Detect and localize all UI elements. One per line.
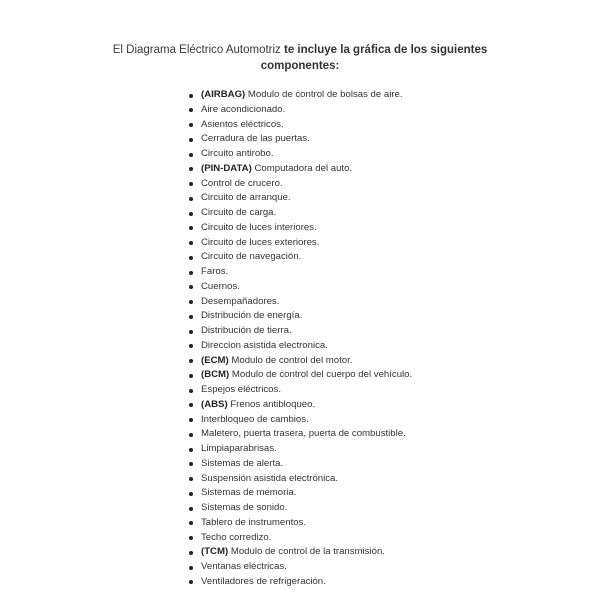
component-text: Cerradura de las puertas. — [201, 133, 310, 145]
list-item — [186, 250, 412, 265]
component-text: Asientos eléctricos. — [201, 118, 284, 130]
list-item — [186, 324, 412, 339]
component-text: Tablero de instrumentos. — [201, 516, 307, 528]
list-item — [186, 413, 412, 428]
component-list — [186, 88, 412, 590]
component-text: Cuernos. — [201, 280, 240, 292]
intro-strong-text: te incluye la gráfica de los siguientes — [284, 44, 488, 56]
list-item — [186, 280, 412, 295]
component-text: Control de crucero. — [201, 177, 283, 189]
list-item — [186, 560, 412, 575]
bullet-icon — [189, 477, 193, 481]
component-abbreviation: (TCM) — [201, 546, 229, 558]
bullet-icon — [189, 403, 193, 407]
component-text: Sistemas de memoria. — [201, 487, 297, 499]
list-item — [186, 354, 412, 369]
bullet-icon — [189, 285, 193, 289]
bullet-icon — [189, 167, 193, 171]
intro-line-2: componentes: — [260, 60, 340, 72]
bullet-icon — [189, 330, 193, 334]
component-text: Circuito de luces interiores. — [201, 221, 317, 233]
component-text: Desempañadores. — [201, 295, 280, 307]
bullet-icon — [189, 536, 193, 540]
bullet-icon — [189, 138, 193, 142]
bullet-icon — [189, 271, 193, 275]
list-item — [186, 398, 412, 413]
component-abbreviation: (ABS) — [201, 398, 228, 410]
bullet-icon — [189, 300, 193, 304]
bullet-icon — [189, 551, 193, 555]
component-text: Direccion asistida electronica. — [201, 339, 328, 351]
bullet-icon — [189, 418, 193, 422]
component-text: Circuito antirobo. — [201, 148, 274, 159]
component-abbreviation: (ECM) — [201, 354, 229, 366]
bullet-icon — [189, 226, 193, 230]
bullet-icon — [189, 433, 193, 437]
list-item — [186, 309, 412, 324]
list-item — [186, 339, 412, 354]
list-item — [186, 206, 412, 221]
bullet-icon — [189, 521, 193, 525]
list-item — [186, 575, 412, 590]
component-text: Aire acondicionado. — [201, 103, 286, 115]
bullet-icon — [189, 94, 193, 98]
component-text: Ventiladores de refrigeración. — [201, 575, 326, 587]
component-text: Modulo de control de la transmisión. — [228, 546, 385, 558]
component-text: Maletero, puerta trasera, puerta de combustible. — [201, 428, 406, 440]
list-item — [186, 472, 412, 487]
component-text: Circuito de luces exteriores. — [201, 236, 320, 248]
component-abbreviation: (PIN-DATA) — [201, 162, 252, 174]
list-item — [186, 265, 412, 280]
component-text: Interbloqueo de cambios. — [201, 413, 309, 425]
list-item — [186, 516, 412, 531]
component-text: Circuito de arranque. — [201, 192, 291, 204]
intro-paragraph — [0, 42, 600, 74]
list-item — [186, 501, 412, 516]
bullet-icon — [189, 374, 193, 378]
component-text: Distribución de energía. — [201, 310, 303, 322]
component-text: Computadora del auto. — [251, 162, 353, 174]
component-text: Frenos antibloqueo. — [227, 398, 316, 410]
bullet-icon — [189, 241, 193, 245]
list-item — [186, 531, 412, 546]
bullet-icon — [189, 359, 193, 363]
bullet-icon — [189, 462, 193, 466]
component-text: Sistemas de sonido. — [201, 502, 288, 513]
list-item — [186, 177, 412, 192]
component-text: Suspensión asistida electrónica. — [201, 472, 339, 484]
bullet-icon — [189, 108, 193, 112]
list-item — [186, 88, 412, 103]
bullet-icon — [189, 212, 193, 216]
component-abbreviation: (BCM) — [201, 369, 230, 381]
component-text: Distribución de tierra. — [201, 325, 292, 336]
list-item — [186, 545, 412, 560]
bullet-icon — [189, 566, 193, 570]
list-item — [186, 427, 412, 442]
bullet-icon — [189, 256, 193, 260]
component-text: Techo corredizo. — [201, 531, 272, 543]
component-text: Circuito de navegación. — [201, 251, 302, 263]
component-text: Ventanas eléctricas. — [201, 561, 287, 572]
list-item — [186, 383, 412, 398]
list-item — [186, 486, 412, 501]
component-abbreviation: (AIRBAG) — [201, 89, 246, 100]
list-item — [186, 221, 412, 236]
intro-lead-text: El Diagrama Eléctrico Automotriz — [112, 44, 285, 56]
bullet-icon — [189, 580, 193, 584]
component-text: Espejos eléctricos. — [201, 384, 281, 395]
list-item — [186, 442, 412, 457]
bullet-icon — [189, 389, 193, 393]
bullet-icon — [189, 492, 193, 496]
component-text: Circuito de carga. — [201, 207, 277, 218]
component-text: Sistemas de alerta. — [201, 457, 284, 469]
list-item — [186, 147, 412, 162]
list-item — [186, 162, 412, 177]
component-text: Modulo de control del cuerpo del vehículo. — [229, 369, 413, 381]
bullet-icon — [189, 448, 193, 452]
bullet-icon — [189, 153, 193, 157]
list-item — [186, 103, 412, 118]
list-item — [186, 118, 412, 133]
list-item — [186, 236, 412, 251]
list-item — [186, 132, 412, 147]
list-item — [186, 368, 412, 383]
component-text: Faros. — [201, 266, 229, 277]
list-item — [186, 295, 412, 310]
bullet-icon — [189, 507, 193, 511]
list-item — [186, 457, 412, 472]
bullet-icon — [189, 197, 193, 201]
bullet-icon — [189, 123, 193, 127]
component-text: Limpiaparabrisas. — [201, 443, 277, 454]
intro-line-1 — [0, 42, 600, 58]
component-text: Modulo de control de bolsas de aire. — [245, 89, 403, 100]
list-item — [186, 191, 412, 206]
component-text: Modulo de control del motor. — [228, 354, 353, 366]
bullet-icon — [189, 344, 193, 348]
bullet-icon — [189, 182, 193, 186]
bullet-icon — [189, 315, 193, 319]
